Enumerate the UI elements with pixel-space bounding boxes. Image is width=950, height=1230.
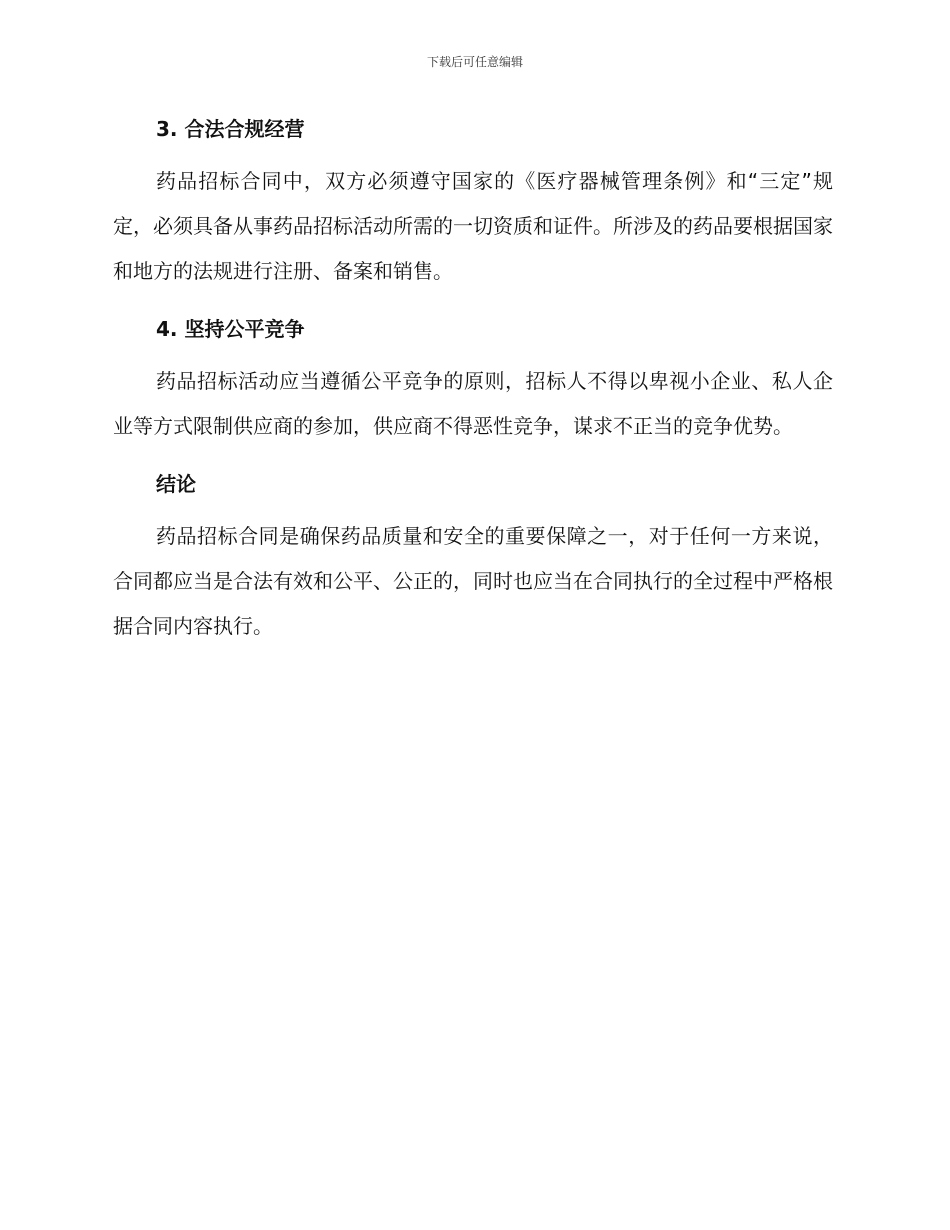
page-header: 下载后可任意编辑	[426, 55, 523, 69]
section-legal-compliance	[113, 113, 833, 294]
section-paragraph: 药品招标合同是确保药品质量和安全的重要保障之一，对于任何一方来说，合同都应当是合法有效和公平、公正的，同时也应当在合同执行的全过程中严格根据合同内容执行。	[113, 524, 833, 638]
section-paragraph: 药品招标活动应当遵循公平竞争的原则，招标人不得以卑视小企业、私人企业等方式限制供应商的参加，供应商不得恶性竞争，谋求不正当的竞争优势。	[113, 369, 833, 438]
section-paragraph: 药品招标合同中，双方必须遵守国家的《医疗器械管理条例》和“三定”规定，必须具备从事药品招标活动所需的一切资质和证件。所涉及的药品要根据国家和地方的法规进行注册、备案和销售。	[113, 169, 833, 283]
section-heading: 结论	[156, 472, 196, 496]
section-heading: 4. 坚持公平竞争	[156, 317, 305, 341]
section-heading: 3. 合法合规经营	[156, 117, 305, 141]
section-conclusion	[113, 468, 833, 649]
section-fair-competition	[113, 313, 833, 449]
document-body	[113, 113, 833, 668]
